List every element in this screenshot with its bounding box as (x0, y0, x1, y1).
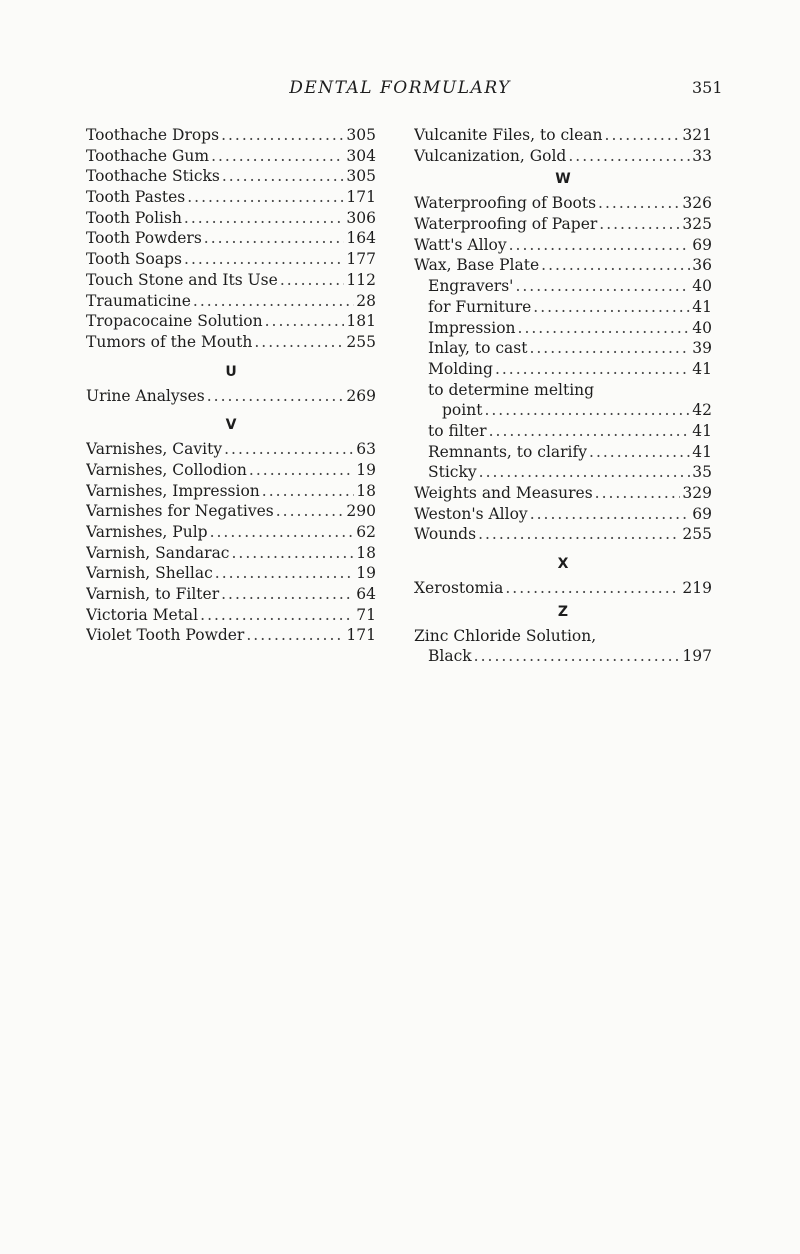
dot-leader (589, 442, 690, 463)
entry-term: Waterproofing of Boots (414, 194, 597, 213)
dot-leader (210, 522, 355, 543)
index-entry (86, 291, 376, 312)
entry-page: 41 (692, 359, 712, 378)
dot-leader (222, 166, 345, 187)
entry-term: Traumaticine (86, 291, 191, 310)
index-entry (414, 359, 712, 380)
entry-page: 171 (346, 626, 376, 645)
index-entry (86, 270, 376, 291)
index-entry (414, 483, 712, 504)
index-entry (414, 380, 712, 401)
entry-page: 18 (356, 543, 376, 562)
dot-leader (530, 504, 691, 525)
entry-term: Impression (428, 318, 516, 337)
dot-leader (254, 332, 344, 353)
entry-page: 42 (692, 401, 712, 420)
entry-term: Varnishes, Collodion (86, 460, 247, 479)
index-entry (414, 255, 712, 276)
dot-leader (265, 311, 345, 332)
index-entry (414, 462, 712, 483)
index-entry (86, 522, 376, 543)
entry-page: 40 (692, 318, 712, 337)
running-title: DENTAL FORMULARY (289, 78, 511, 98)
dot-leader (541, 255, 690, 276)
index-entry (414, 626, 712, 647)
entry-page: 304 (346, 146, 376, 165)
entry-term: Inlay, to cast (428, 339, 528, 358)
entry-page: 305 (346, 126, 376, 144)
dot-leader (200, 605, 354, 626)
index-entry (414, 125, 712, 146)
entry-page: 40 (692, 277, 712, 296)
entry-term: Vulcanite Files, to clean (414, 126, 603, 144)
dot-leader (211, 146, 344, 167)
entry-term: Watt's Alloy (414, 235, 507, 254)
index-entry (414, 235, 712, 256)
entry-page: 35 (692, 463, 712, 482)
index-group-x (414, 578, 712, 599)
index-entry (86, 460, 376, 481)
index-entry (414, 214, 712, 235)
dot-leader (479, 462, 691, 483)
dot-leader (509, 235, 691, 256)
dot-leader (280, 270, 345, 291)
page-number: 351 (692, 78, 723, 97)
entry-term: Touch Stone and Its Use (86, 270, 278, 289)
index-entry (86, 625, 376, 646)
entry-term: Weston's Alloy (414, 504, 528, 523)
index-entry (86, 125, 376, 146)
dot-leader (204, 228, 345, 249)
dot-leader (474, 646, 681, 667)
left-column (86, 125, 376, 646)
entry-page: 321 (682, 126, 712, 144)
dot-leader (249, 460, 354, 481)
entry-page: 62 (356, 523, 376, 541)
entry-page: 325 (682, 215, 712, 234)
right-column (414, 125, 712, 667)
index-entry (414, 504, 712, 525)
entry-term: Zinc Chloride Solution, (414, 626, 597, 645)
index-entry (86, 249, 376, 270)
index-group-u (86, 386, 376, 407)
dot-leader (599, 214, 680, 235)
entry-page: 33 (692, 146, 712, 165)
dot-leader (215, 563, 355, 584)
entry-term: Black (428, 647, 472, 666)
index-group-v (86, 439, 376, 646)
dot-leader (598, 193, 680, 214)
index-entry (414, 442, 712, 463)
dot-leader (518, 318, 691, 339)
page-header (0, 78, 800, 104)
dot-leader (184, 208, 344, 229)
entry-page: 255 (346, 332, 376, 351)
entry-page: 305 (346, 167, 376, 186)
entry-term: Varnishes, Pulp (86, 523, 208, 541)
entry-page: 269 (346, 386, 376, 405)
entry-term: to filter (428, 421, 487, 440)
entry-term: Sticky (428, 463, 477, 482)
entry-page: 19 (356, 460, 376, 479)
index-group-t (86, 125, 376, 353)
index-entry (86, 481, 376, 502)
index-entry (86, 439, 376, 460)
index-entry (86, 386, 376, 407)
section-letter-v: V (225, 417, 237, 434)
section-letter-z: Z (557, 603, 569, 620)
entry-term: Remnants, to clarify (428, 442, 588, 461)
section-letter-w: W (555, 171, 571, 188)
entry-page: 306 (346, 208, 376, 227)
entry-page: 177 (346, 250, 376, 269)
entry-page: 39 (692, 339, 712, 358)
index-entry (86, 605, 376, 626)
entry-term: Varnishes for Negatives (86, 502, 274, 521)
entry-page: 164 (346, 229, 376, 248)
dot-leader (207, 386, 345, 407)
dot-leader (193, 291, 354, 312)
entry-term: Violet Tooth Powder (86, 626, 245, 645)
entry-page: 18 (356, 481, 376, 500)
dot-leader (533, 297, 690, 318)
dot-leader (262, 481, 354, 502)
index-entry (86, 208, 376, 229)
entry-term: Toothache Drops (86, 126, 220, 144)
entry-term: for Furniture (428, 297, 532, 316)
dot-leader (224, 439, 354, 460)
entry-term: Tumors of the Mouth (86, 332, 253, 351)
dot-leader (495, 359, 690, 380)
index-entry (86, 584, 376, 605)
dot-leader (515, 276, 690, 297)
index-entry (414, 193, 712, 214)
entry-term: Varnish, Sandarac (86, 543, 230, 562)
dot-leader (478, 524, 680, 545)
entry-term: Wax, Base Plate (414, 256, 540, 275)
entry-term: Tooth Polish (86, 208, 182, 227)
index-group-w (414, 193, 712, 545)
entry-page: 255 (682, 525, 712, 544)
entry-term: Victoria Metal (86, 605, 199, 624)
entry-term: Weights and Measures (414, 484, 593, 502)
entry-page: 197 (682, 647, 712, 666)
entry-term: Tooth Pastes (86, 188, 186, 207)
entry-page: 329 (682, 484, 712, 502)
index-entry (86, 543, 376, 564)
index-entry (86, 501, 376, 522)
index-entry (414, 297, 712, 318)
index-entry (414, 578, 712, 599)
section-letter-x: X (557, 556, 569, 573)
entry-term: Varnish, to Filter (86, 585, 220, 604)
entry-term: to determine melting (428, 380, 595, 399)
entry-term: Tooth Soaps (86, 250, 183, 269)
entry-page: 71 (356, 605, 376, 624)
dot-leader (276, 501, 345, 522)
entry-page: 326 (682, 194, 712, 213)
entry-term: Toothache Sticks (86, 167, 220, 186)
entry-page: 36 (692, 256, 712, 275)
entry-term: Varnishes, Impression (86, 481, 260, 500)
section-letter-u: U (225, 363, 237, 380)
entry-page: 112 (346, 270, 376, 289)
dot-leader (529, 338, 690, 359)
index-entry (414, 146, 712, 167)
entry-term: Tropacocaine Solution (86, 312, 263, 331)
index-entry (414, 338, 712, 359)
entry-page: 41 (692, 421, 712, 440)
index-entry (414, 646, 712, 667)
dot-leader (221, 584, 354, 605)
dot-leader (484, 400, 690, 421)
entry-term: Toothache Gum (86, 146, 210, 165)
entry-page: 219 (682, 579, 712, 598)
dot-leader (221, 125, 344, 146)
dot-leader (246, 625, 344, 646)
entry-page: 69 (692, 235, 712, 254)
index-entry (414, 421, 712, 442)
dot-leader (184, 249, 344, 270)
entry-page: 171 (346, 188, 376, 207)
dot-leader (489, 421, 691, 442)
dot-leader (187, 187, 344, 208)
dot-leader (605, 125, 681, 146)
index-entry (86, 228, 376, 249)
entry-page: 41 (692, 297, 712, 316)
entry-term: Wounds (414, 525, 477, 544)
entry-page: 290 (346, 502, 376, 521)
index-entry (86, 563, 376, 584)
entry-term: Varnishes, Cavity (86, 440, 223, 459)
dot-leader (595, 483, 681, 504)
entry-page: 181 (346, 312, 376, 331)
entry-page: 19 (356, 564, 376, 583)
entry-page: 28 (356, 291, 376, 310)
entry-page: 63 (356, 440, 376, 459)
index-entry (414, 400, 712, 421)
entry-page: 64 (356, 585, 376, 604)
index-entry (414, 524, 712, 545)
index-entry (86, 166, 376, 187)
index-entry (414, 318, 712, 339)
index-entry (86, 146, 376, 167)
entry-term: Vulcanization, Gold (414, 146, 567, 165)
entry-term: Tooth Powders (86, 229, 202, 248)
entry-term: point (442, 401, 483, 420)
entry-term: Varnish, Shellac (86, 564, 213, 583)
entry-term: Urine Analyses (86, 386, 205, 405)
index-group-z (414, 626, 712, 667)
entry-page: 69 (692, 504, 712, 523)
index-entry (86, 332, 376, 353)
entry-term: Engravers' (428, 277, 514, 296)
dot-leader (505, 578, 680, 599)
entry-term: Waterproofing of Paper (414, 215, 598, 234)
entry-term: Xerostomia (414, 579, 504, 598)
index-entry (86, 311, 376, 332)
entry-term: Molding (428, 359, 493, 378)
entry-page: 41 (692, 442, 712, 461)
index-entry (414, 276, 712, 297)
dot-leader (232, 543, 355, 564)
index-group-v-cont (414, 125, 712, 166)
dot-leader (568, 146, 690, 167)
index-entry (86, 187, 376, 208)
